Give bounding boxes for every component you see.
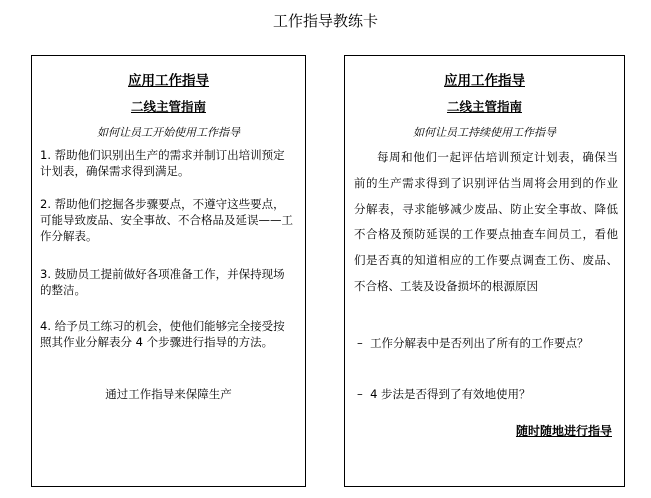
left-card-subtitle: 如何让员工开始使用工作指导	[97, 126, 240, 139]
list-item-text: 帮助他们识别出生产的需求并制订出培训预定计划表，确保需求得到满足。	[40, 148, 285, 178]
list-item	[40, 196, 296, 244]
list-item-text: 帮助他们挖掘各步骤要点，不遵守这些要点，可能导致废品、安全事故、不合格品及延误——工作分解表。	[40, 197, 293, 243]
right-card-paragraph: 每周和他们一起评估培训预定计划表，确保当前的生产需求得到了识别评估当周将会用到的作业分解表，寻求能够减少废品、防止安全事故、降低不合格及预防延误的工作要点抽查车间员工，看他们是否真的知道相应的工作要点调查工伤、废品、不合格、工装及设备损坏的根源原因	[354, 150, 618, 293]
right-card-footer: 随时随地进行指导	[515, 424, 612, 438]
list-item-number: 3.	[40, 267, 51, 281]
check-item	[357, 332, 612, 355]
check-item-bullet: –	[357, 387, 363, 401]
list-item-text: 鼓励员工提前做好各项准备工作，并保持现场的整洁。	[40, 267, 285, 297]
right-card	[344, 55, 625, 487]
left-card-heading: 应用工作指导	[128, 73, 209, 89]
list-item-number: 2.	[40, 197, 51, 211]
list-item-text: 给予员工练习的机会，使他们能够完全接受按照其作业分解表分 4 个步骤进行指导的方法。	[40, 319, 285, 349]
right-card-subtitle: 如何让员工持续使用工作指导	[413, 126, 556, 139]
list-item-number: 1.	[40, 148, 51, 162]
left-card-footer: 通过工作指导来保障生产	[105, 387, 232, 401]
right-card-subheading: 二线主管指南	[446, 99, 522, 114]
list-item	[40, 266, 296, 298]
check-item	[357, 383, 612, 406]
check-item-text: 工作分解表中是否列出了所有的工作要点？	[370, 336, 589, 350]
left-card	[31, 55, 306, 487]
check-item-bullet: –	[357, 336, 363, 350]
check-item-text: 4 步法是否得到了有效地使用？	[370, 387, 531, 401]
right-card-heading: 应用工作指导	[444, 73, 525, 89]
page-title: 工作指导教练卡	[272, 12, 378, 30]
left-card-subheading: 二线主管指南	[130, 99, 206, 114]
list-item-number: 4.	[40, 319, 51, 333]
list-item	[40, 147, 296, 179]
list-item	[40, 318, 296, 350]
